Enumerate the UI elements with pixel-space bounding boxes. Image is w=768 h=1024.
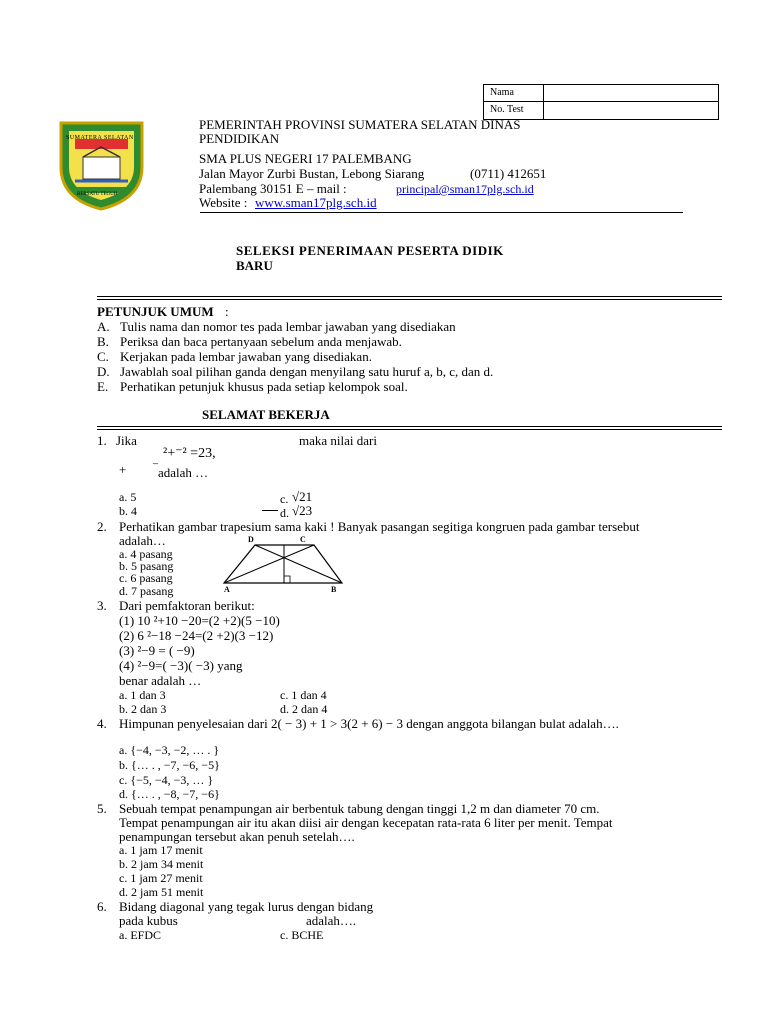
title-line1: SELEKSI PENERIMAAN PESERTA DIDIK [236, 243, 504, 258]
q5-line1: Sebuah tempat penampungan air berbentuk tabung dengan tinggi 1,2 m dan diameter 70 cm. [119, 801, 600, 816]
q1-maka: maka nilai dari [299, 433, 377, 448]
petunjuk-d-text: Jawablah soal pilihan ganda dengan menyilang satu huruf a, b, c, dan d. [120, 364, 494, 379]
header-line1: PEMERINTAH PROVINSI SUMATERA SELATAN DINAS [199, 117, 521, 132]
q6-line2-adalah: adalah…. [306, 913, 357, 928]
petunjuk-e-text: Perhatikan petunjuk khusus pada setiap kelompok soal. [120, 379, 408, 394]
q5-number: 5. [97, 801, 107, 816]
q1-plus: + [119, 462, 127, 477]
q5-option-d: d. 2 jam 51 menit [119, 885, 204, 899]
q2-option-d: d. 7 pasang [119, 584, 174, 598]
petunjuk-c-text: Kerjakan pada lembar jawaban yang disediakan. [120, 349, 372, 364]
q3-line1: (1) 10 ²+10 −20=(2 +2)(5 −10) [119, 613, 280, 628]
q2-text-2: adalah… [119, 533, 166, 548]
q1-jika: Jika [116, 433, 137, 448]
name-row [484, 85, 718, 102]
q5-option-a: a. 1 jam 17 menit [119, 843, 203, 857]
q1-adalah: adalah … [158, 465, 209, 480]
q6-line1: Bidang diagonal yang tegak lurus dengan bidang [119, 899, 374, 914]
q2-option-a: a. 4 pasang [119, 547, 173, 561]
name-test-box [483, 84, 719, 120]
q3-option-a: a. 1 dan 3 [119, 688, 166, 702]
petunjuk-e-letter: E. [97, 379, 109, 394]
q1-option-b: b. 4 [119, 504, 137, 518]
petunjuk-c-letter: C. [97, 349, 109, 364]
website-label: Website : [199, 195, 248, 210]
q1-expression: ²+⁻² =23, [163, 446, 216, 461]
q6-number: 6. [97, 899, 107, 914]
petunjuk-colon: : [225, 304, 229, 319]
q3-line2: (2) 6 ²−18 −24=(2 +2)(3 −12) [119, 628, 274, 643]
q4-option-c: c. {−5, −4, −3, … } [119, 773, 214, 787]
q1-number: 1. [97, 433, 107, 448]
q2-number: 2. [97, 519, 107, 534]
q3-line5: benar adalah … [119, 673, 202, 688]
q3-text: Dari pemfaktoran berikut: [119, 598, 255, 613]
selamat-bekerja: SELAMAT BEKERJA [202, 407, 330, 422]
q4-option-d: d. {… . , −8, −7, −6} [119, 787, 220, 801]
q1-option-d-value: √23 [292, 503, 313, 518]
q4-text: Himpunan penyelesaian dari 2( − 3) + 1 > 3(2 + 6) − 3 dengan anggota bilangan bulat adalah…. [119, 716, 619, 731]
rule-top-2 [97, 299, 722, 300]
petunjuk-b-text: Periksa dan baca pertanyaan sebelum anda menjawab. [120, 334, 402, 349]
q1-option-c-value: √21 [292, 489, 313, 504]
rule-bottom [97, 426, 722, 427]
q2-label-A: A [224, 585, 230, 594]
q2-label-C: C [300, 535, 306, 544]
q3-number: 3. [97, 598, 107, 613]
logo-text-bottom: BERSATU TEGUH [77, 192, 118, 197]
name-label: Nama [490, 87, 514, 98]
box-separator [543, 85, 544, 119]
q2-option-c: c. 6 pasang [119, 571, 173, 585]
q1-option-a: a. 5 [119, 490, 137, 504]
test-label: No. Test [490, 104, 524, 115]
q2-option-b: b. 5 pasang [119, 559, 174, 573]
q1-dash [262, 510, 278, 511]
school-phone: (0711) 412651 [470, 166, 547, 181]
q2-text: Perhatikan gambar trapesium sama kaki ! Banyak pasangan segitiga kongruen pada gambar tersebut [119, 519, 640, 534]
q5-option-c: c. 1 jam 27 menit [119, 871, 203, 885]
q2-label-D: D [248, 535, 254, 544]
q4-option-b: b. {… . , −7, −6, −5} [119, 758, 220, 772]
rule-bottom-2 [97, 429, 722, 430]
q5-line2: Tempat penampungan air itu akan diisi air dengan kecepatan rata-rata 6 liter per menit. Tempat [119, 815, 613, 830]
rule-top [97, 296, 722, 297]
q1-minus: ⁻ [152, 458, 159, 473]
school-address: Jalan Mayor Zurbi Bustan, Lebong Siarang [199, 166, 425, 181]
school-name: SMA PLUS NEGERI 17 PALEMBANG [199, 151, 412, 166]
q5-option-b: b. 2 jam 34 menit [119, 857, 204, 871]
q4-number: 4. [97, 716, 107, 731]
test-row [484, 102, 718, 118]
school-email-link[interactable]: principal@sman17plg.sch.id [396, 182, 534, 196]
petunjuk-b-letter: B. [97, 334, 109, 349]
q2-label-B: B [331, 585, 337, 594]
q3-line3: (3) ²−9 = ( −9) [119, 643, 195, 658]
title-line2: BARU [236, 258, 273, 273]
q3-line4: (4) ²−9=( −3)( −3) yang [119, 658, 243, 673]
q4-option-a: a. {−4, −3, −2, … . } [119, 743, 220, 757]
q6-option-a: a. EFDC [119, 928, 161, 942]
petunjuk-d-letter: D. [97, 364, 110, 379]
q1-option-d-letter: d. [280, 506, 289, 520]
sumsel-logo [55, 117, 148, 213]
website-link[interactable]: www.sman17plg.sch.id [255, 195, 377, 210]
logo-text-top: SUMATERA SELATAN [66, 135, 134, 141]
header-line2: PENDIDIKAN [199, 131, 280, 146]
q1-option-c-letter: c. [280, 492, 289, 506]
petunjuk-heading: PETUNJUK UMUM [97, 304, 214, 319]
header-rule [200, 212, 683, 213]
q6-option-c: c. BCHE [280, 928, 324, 942]
q5-line3: penampungan tersebut akan penuh setelah…. [119, 829, 355, 844]
school-city: Palembang 30151 E – mail : [199, 181, 347, 196]
petunjuk-a-letter: A. [97, 319, 110, 334]
petunjuk-a-text: Tulis nama dan nomor tes pada lembar jawaban yang disediakan [120, 319, 456, 334]
q6-line2: pada kubus [119, 913, 178, 928]
q3-option-b: b. 2 dan 3 [119, 702, 167, 716]
q3-option-c: c. 1 dan 4 [280, 688, 327, 702]
q3-option-d: d. 2 dan 4 [280, 702, 328, 716]
